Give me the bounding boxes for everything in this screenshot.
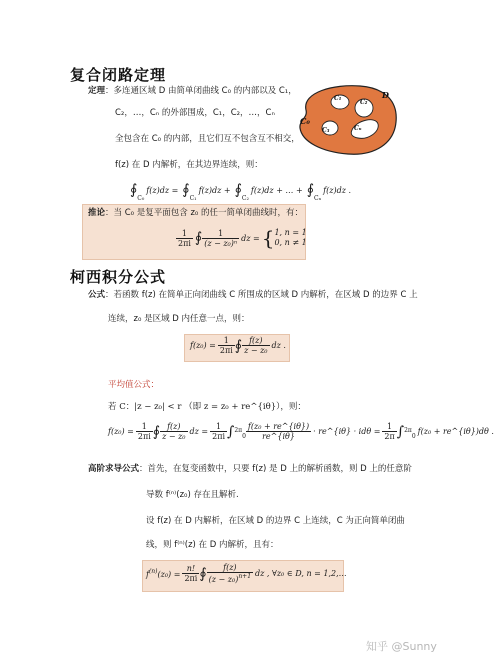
composite-integral-formula: ∮ C₀ f(z)dz = ∮ C₁ f(z)dz + ∮ C₂ f(z)dz + … + ∮ Cₙ f(z)dz . [130, 182, 352, 202]
cauchy-formula [190, 336, 286, 355]
sum-term-1: f(z)dz + [198, 185, 231, 195]
fraction-1-over-2pi-i: $\frac{1}{2\pi i}$ [178, 228, 191, 248]
fraction-f-over-z-minus-z0: $\frac{f(z)}{\text{z − z₀}}$ [244, 336, 268, 355]
formula-line-2: 连续，z₀ 是区域 D 内任意一点，则： [108, 314, 250, 324]
theorem-line-4: f(z) 在 D 内解析，在其边界连续，则： [115, 160, 263, 170]
deriv-text-1: ：首先，在复变函数中，只要 f(z) 是 D 上的解析函数，则 D 上的任意阶 [139, 464, 412, 474]
derivative-formula: $f^{(n)}(z_0)$ = $\frac{n!}{2\pi i}$ ∮ $\frac{f(z)}{(z - z_0)^{n+1}}$ dz , ∀z₀ ∈ D, n = 1,2,… [146, 563, 347, 584]
deriv-label: 高阶求导公式 [88, 464, 140, 474]
contour-integral-sign-c2: ∮ [234, 182, 242, 198]
label-d: D [382, 90, 389, 100]
label-c0: C₀ [300, 116, 310, 126]
contour-integral-sign-c1: ∮ [182, 182, 190, 198]
cauchy-tail: dz . [271, 341, 286, 350]
corollary-formula: $\frac{1}{2\pi i}$ ∮ $\frac{1}{\text{(z − z₀)ⁿ}}$ dz = { 1, n = 1 0, n ≠ 1 [178, 226, 307, 250]
formula-text-1: ：若函数 f(z) 在简单正向闭曲线 C 所围成的区域 D 内解析，在区域 D 的边界 C 上 [105, 290, 418, 300]
mean-value-label: 平均值公式： [108, 380, 160, 390]
section-title-cauchy-integral: 柯西积分公式 [70, 268, 167, 286]
formula-label: 公式 [88, 290, 106, 300]
deriv-line-3: 设 f(z) 在 D 内解析，在区域 D 的边界 C 上连续，C 为正向简单闭曲 [146, 516, 405, 526]
theorem-line-2: C₂，…，Cₙ 的外部围成，C₁，C₂，…，Cₙ [115, 108, 275, 118]
contour-integral-sign-c0: ∮ [130, 182, 138, 198]
formula-line-1 [88, 290, 418, 301]
deriv-line-2: 导数 f⁽ⁿ⁾(z₀) 存在且解析. [146, 490, 239, 500]
contour-integral-sign: ∮ [234, 337, 243, 354]
fraction-1-over-2pi-i: $\frac{1}{2\pi i}$ [219, 336, 233, 355]
theorem-line-1 [88, 86, 297, 97]
theorem-text-1: ：多连通区域 D 由简单闭曲线 C₀ 的内部以及 C₁， [105, 86, 297, 96]
mean-lhs: f(z₀) = [108, 427, 134, 436]
sum-term-2: f(z)dz + … + [250, 185, 303, 195]
zhihu-watermark: 知乎 @Sunny [366, 640, 437, 653]
theorem-line-3: 全包含在 C₀ 的内部，且它们互不包含互不相交， [115, 134, 300, 144]
derivative-tail: dz , ∀z₀ ∈ D, n = 1,2,… [255, 569, 347, 578]
corollary-label: 推论 [88, 208, 106, 218]
fraction-1-over-power: $\frac{1}{\text{(z − z₀)ⁿ}}$ [204, 228, 238, 248]
corollary-case-2: 0, n ≠ 1 [274, 238, 307, 247]
corollary-text: ：当 C₀ 是复平面包含 z₀ 的任一简单闭曲线时，有： [105, 208, 304, 218]
label-c2: C₂ [360, 99, 368, 106]
contour-integral-sign: ∮ [194, 230, 203, 246]
label-c3: C₃ [322, 127, 330, 134]
label-cn: Cₙ [354, 125, 362, 132]
corollary-case-1: 1, n = 1 [274, 228, 307, 237]
corollary-line [88, 208, 303, 219]
mean-value-formula: f(z₀) = $\frac{1}{2\pi i}$ ∮ $\frac{f(z)}{\text{z − z₀}}$ dz = $\frac{1}{2\pi i}$ ∫$^{2\pi}_0$ $\frac{\text{f(z₀ + re\textasciicircum{}\{iθ\})}}{re\^{}\{i\theta\}}$ · re^{iθ} · idθ = $\frac{1}{2\pi}$ ∫$^{2\pi}_0$ f(z₀ + re^{iθ})dθ . [108, 422, 494, 441]
multiply-connected-region-diagram [294, 80, 402, 160]
deriv-line-1 [88, 464, 412, 475]
section-title-composite-contour: 复合闭路定理 [70, 66, 167, 84]
theorem-label: 定理 [88, 86, 106, 96]
deriv-line-4: 线，则 f⁽ⁿ⁾(z) 在 D 内解析，且有： [146, 540, 279, 550]
label-c1: C₁ [334, 95, 342, 102]
cauchy-lhs: f(z₀) = [190, 341, 216, 350]
mean-value-condition: 若 C：|z − z₀| < r （即 z = z₀ + re^{iθ}），则： [108, 402, 306, 412]
sum-lhs: f(z)dz = [146, 185, 179, 195]
contour-integral-sign-cn: ∮ [306, 182, 314, 198]
sum-term-3: f(z)dz . [323, 185, 352, 195]
